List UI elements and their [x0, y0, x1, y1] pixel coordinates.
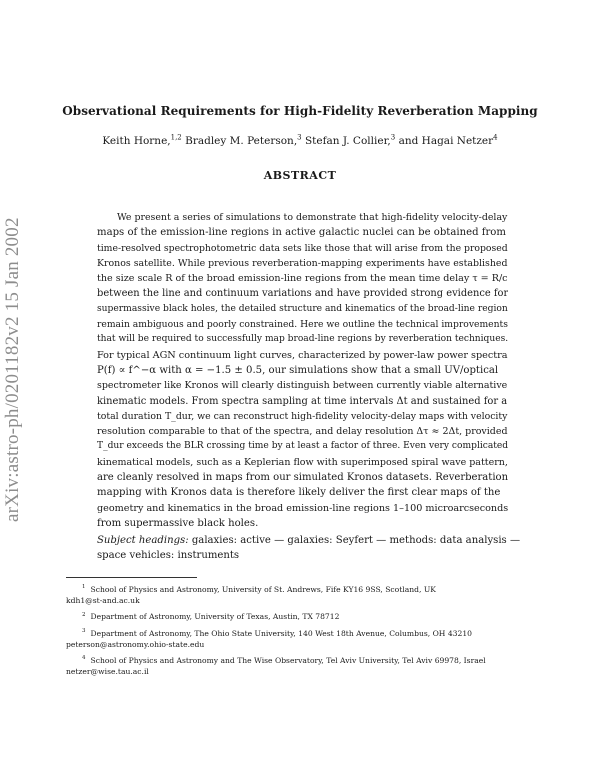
abstract-line: geometry and kinematics in the broad emission-line regions 1–100 microarcseconds	[97, 502, 508, 514]
abstract-line: We present a series of simulations to demonstrate that high-fidelity velocity-delay	[117, 212, 508, 223]
footnote-email: kdh1@st-and.ac.uk	[66, 596, 140, 606]
subject-headings-text: space vehicles: instruments	[97, 550, 240, 562]
footnote-line	[66, 584, 536, 595]
abstract-line: are cleanly resolved in maps from our simulated Kronos datasets. Reverberation	[97, 472, 508, 484]
author-list	[0, 135, 600, 147]
abstract-body	[97, 210, 508, 531]
arxiv-identifier-stamp: arXiv:astro-ph/0201182v2 15 Jan 2002	[2, 217, 23, 522]
footnotes	[66, 584, 536, 682]
author-affiliation: 3	[390, 133, 396, 142]
abstract-line: kinematical models, such as a Keplerian flow with superimposed spiral wave pattern,	[97, 456, 508, 468]
subject-headings-text: galaxies: active — galaxies: Seyfert — methods: data analysis —	[188, 535, 521, 546]
subject-headings-line	[97, 533, 521, 548]
author-name: Stefan J. Collier,	[301, 135, 391, 147]
footnote-number: 4	[82, 655, 86, 662]
abstract-heading: ABSTRACT	[263, 169, 337, 182]
subject-headings-label: Subject headings:	[97, 535, 189, 546]
subject-headings	[97, 533, 521, 564]
footnote-email: peterson@astronomy.ohio-state.edu	[66, 639, 205, 649]
abstract-line: resolution comparable to that of the spectra, and delay resolution Δτ ≈ 2Δt, provided	[97, 426, 508, 438]
abstract-line: remain ambiguous and poorly constrained. Here we outline the technical improvements	[97, 319, 508, 331]
abstract-line: between the line and continuum variations and have provided strong evidence for	[97, 288, 508, 300]
footnote-line	[66, 628, 536, 639]
abstract-line: from supermassive black holes.	[97, 517, 259, 529]
footnote-line	[66, 655, 536, 666]
footnote-divider	[66, 577, 197, 578]
author-name: Bradley M. Peterson,	[181, 135, 298, 147]
abstract-line: that will be required to successfully map broad-line regions by reverberation techniques.	[97, 334, 508, 345]
abstract-line: For typical AGN continuum light curves, characterized by power-law power spectra	[97, 349, 508, 361]
abstract-line: time-resolved spectrophotometric data sets like those that will arise from the proposed	[97, 242, 508, 254]
abstract-line: spectrometer like Kronos will clearly distinguish between currently viable alternative	[97, 380, 508, 392]
abstract-line: supermassive black holes, the detailed structure and kinematics of the broad-line region	[97, 303, 508, 314]
footnote-number: 1	[82, 584, 86, 591]
footnote-number: 3	[82, 628, 86, 635]
author-name: Keith Horne,	[102, 135, 171, 147]
abstract-line: P(f) ∝ f^−α with α = −1.5 ± 0.5, our simulations show that a small UV/optical	[97, 364, 499, 376]
footnote-text: School of Physics and Astronomy and The Wise Observatory, Tel Aviv University, Tel Aviv 69978, Israel	[90, 656, 486, 666]
footnote	[66, 611, 536, 622]
footnote-email: netzer@wise.tau.ac.il	[66, 667, 149, 677]
footnote-number: 2	[82, 611, 86, 618]
author-affiliation: 3	[297, 133, 302, 142]
footnote	[66, 628, 536, 650]
abstract-line: T_dur exceeds the BLR crossing time by at least a factor of three. Even very complicated	[97, 441, 508, 452]
author-name: and Hagai Netzer	[395, 135, 494, 147]
author-affiliation: 4	[493, 133, 498, 142]
abstract-line: mapping with Kronos data is therefore likely deliver the first clear maps of the	[97, 487, 501, 499]
paper-title: Observational Requirements for High-Fidelity Reverberation Mapping	[62, 104, 538, 118]
footnote	[66, 584, 536, 606]
footnote	[66, 655, 536, 677]
abstract-line: the size scale R of the broad emission-line regions from the mean time delay τ = R/c	[97, 273, 508, 285]
footnote-text: Department of Astronomy, The Ohio State University, 140 West 18th Avenue, Columbus, OH 43210	[90, 628, 472, 638]
abstract-line: kinematic models. From spectra sampling at time intervals Δt and sustained for a	[97, 395, 508, 407]
abstract-line: maps of the emission-line regions in active galactic nuclei can be obtained from	[97, 227, 506, 239]
footnote-text: Department of Astronomy, University of Texas, Austin, TX 78712	[90, 612, 340, 622]
footnote-text: School of Physics and Astronomy, University of St. Andrews, Fife KY16 9SS, Scotland, UK	[90, 585, 436, 594]
abstract-line: Kronos satellite. While previous reverberation-mapping experiments have established	[97, 257, 508, 269]
abstract-line: total duration T_dur, we can reconstruct high-fidelity velocity-delay maps with velocity	[97, 410, 508, 422]
author-affiliation: 1,2	[170, 133, 182, 142]
footnote-line	[66, 611, 536, 622]
